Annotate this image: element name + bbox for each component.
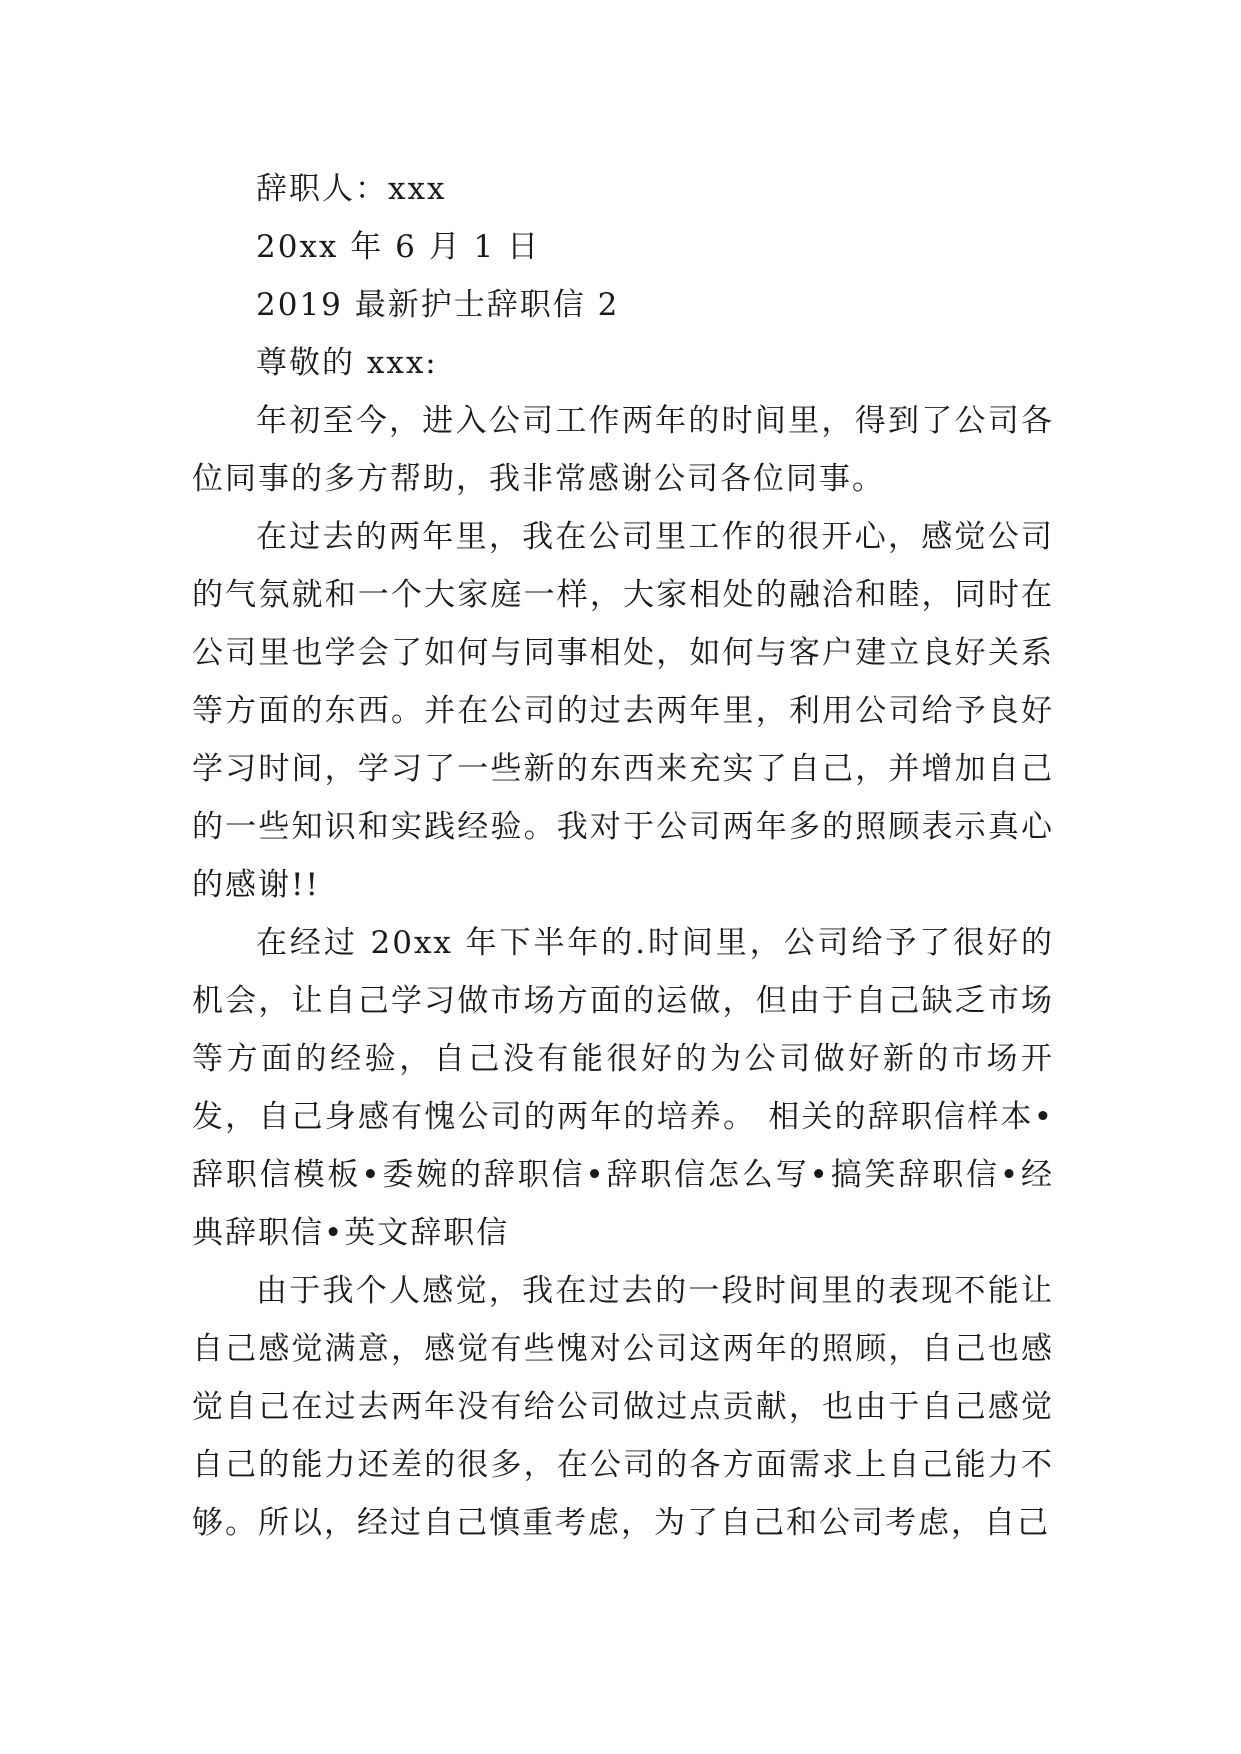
paragraph-2: 在过去的两年里，我在公司里工作的很开心，感觉公司的气氛就和一个大家庭一样，大家相处的融洽和睦，同时在公司里也学会了如何与同事相处，如何与客户建立良好关系等方面的东西。并在公司的过去两年里，利用公司给予良好学习时间，学习了一些新的东西来充实了自己，并增加自己的一些知识和实践经验。我对于公司两年多的照顾表示真心的感谢!!: [192, 519, 1054, 903]
letter-title: 2019 最新护士辞职信 2: [256, 287, 620, 323]
signer-line: 辞职人：xxx: [256, 171, 447, 207]
paragraph-4: 由于我个人感觉，我在过去的一段时间里的表现不能让自己感觉满意，感觉有些愧对公司这两年的照顾，自己也感觉自己在过去两年没有给公司做过点贡献，也由于自己感觉自己的能力还差的很多，在公司的各方面需求上自己能力不够。所以，经过自己慎重考虑，为了自己和公司考虑，自己: [192, 1273, 1054, 1541]
paragraph-1: 年初至今，进入公司工作两年的时间里，得到了公司各位同事的多方帮助，我非常感谢公司各位同事。: [192, 403, 1054, 497]
letter-body: [192, 160, 1054, 1552]
paragraph-3: 在经过 20xx 年下半年的.时间里，公司给予了很好的机会，让自己学习做市场方面的运做，但由于自己缺乏市场等方面的经验，自己没有能很好的为公司做好新的市场开发，自己身感有愧公司的两年的培养。 相关的辞职信样本•辞职信模板•委婉的辞职信•辞职信怎么写•搞笑辞职信•经典辞职信•英文辞职信: [192, 925, 1054, 1251]
salutation: 尊敬的 xxx:: [256, 345, 438, 381]
date-line: 20xx 年 6 月 1 日: [256, 229, 541, 265]
